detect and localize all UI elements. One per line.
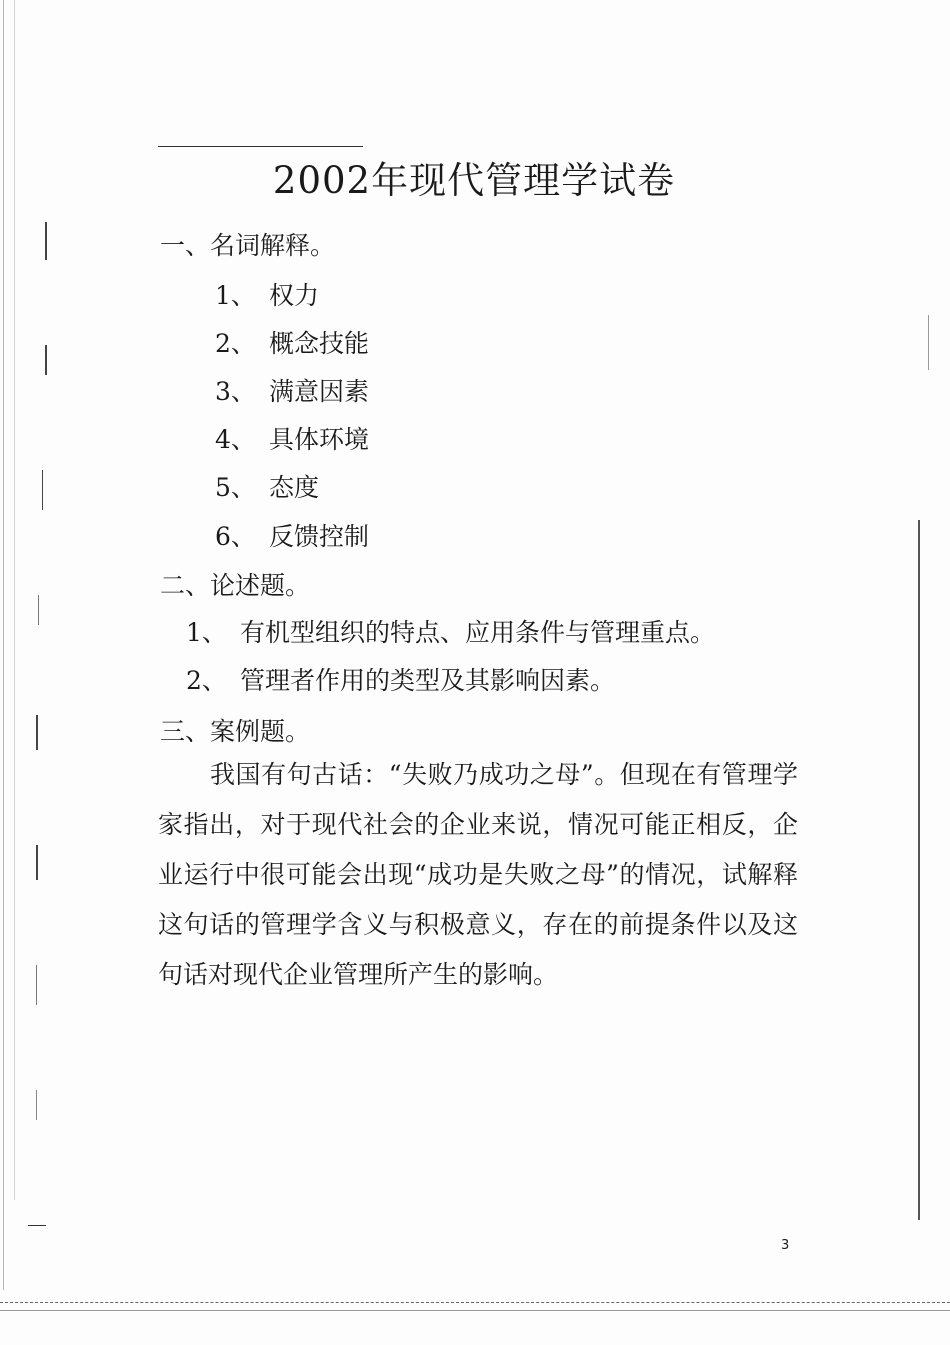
page-number: 3 — [781, 1238, 790, 1253]
item-text: 有机型组织的特点、应用条件与管理重点。 — [240, 618, 716, 647]
item-number: 2、 — [186, 666, 227, 695]
binding-hole-mark — [38, 595, 39, 625]
item-text: 态度 — [269, 473, 320, 502]
item-number: 2、 — [215, 329, 256, 358]
item-number: 4、 — [215, 425, 256, 454]
essay-item — [186, 661, 615, 697]
exam-title — [0, 150, 950, 204]
footer-rule — [0, 1302, 950, 1303]
binding-hole-mark — [36, 965, 37, 1005]
header-rule — [158, 146, 363, 147]
item-text: 权力 — [269, 281, 320, 310]
term-item — [215, 420, 369, 456]
case-paragraph: 我国有句古话：“失败乃成功之母”。但现在有管理学家指出，对于现代社会的企业来说，情况可能正相反，企业运行中很可能会出现“成功是失败之母”的情况，试解释这句话的管理学含义与积极意义，存在的前提条件以及这句话对现代企业管理所产生的影响。 — [158, 760, 798, 989]
binding-hole-mark — [45, 222, 47, 260]
term-item — [215, 372, 369, 408]
item-text: 具体环境 — [269, 425, 370, 454]
binding-hole-mark — [42, 470, 43, 510]
term-item — [215, 468, 319, 504]
item-number: 3、 — [215, 377, 256, 406]
scan-edge-line — [918, 520, 920, 1220]
exam-title-text: 2002年现代管理学试卷 — [272, 159, 676, 202]
section-heading-terms: 一、名词解释。 — [160, 231, 336, 260]
section-heading-case: 三、案例题。 — [160, 717, 311, 746]
scan-edge-line — [928, 315, 929, 370]
item-text: 反馈控制 — [269, 522, 370, 551]
footer-rule — [0, 1310, 950, 1311]
section-heading-essay: 二、论述题。 — [160, 571, 311, 600]
item-text: 管理者作用的类型及其影响因素。 — [240, 666, 616, 695]
item-number: 5、 — [215, 473, 256, 502]
item-number: 1、 — [186, 618, 227, 647]
item-text: 概念技能 — [269, 329, 370, 358]
item-number: 1、 — [215, 281, 256, 310]
term-item — [215, 276, 319, 312]
term-item — [215, 324, 369, 360]
term-item — [215, 517, 369, 553]
binding-hole-mark — [45, 345, 47, 375]
binding-hole-mark — [36, 845, 38, 880]
binding-hole-mark — [36, 715, 38, 750]
binding-hole-mark — [36, 1090, 37, 1120]
essay-item — [186, 613, 715, 649]
item-number: 6、 — [215, 522, 256, 551]
scan-dash-mark — [28, 1225, 46, 1226]
item-text: 满意因素 — [269, 377, 370, 406]
